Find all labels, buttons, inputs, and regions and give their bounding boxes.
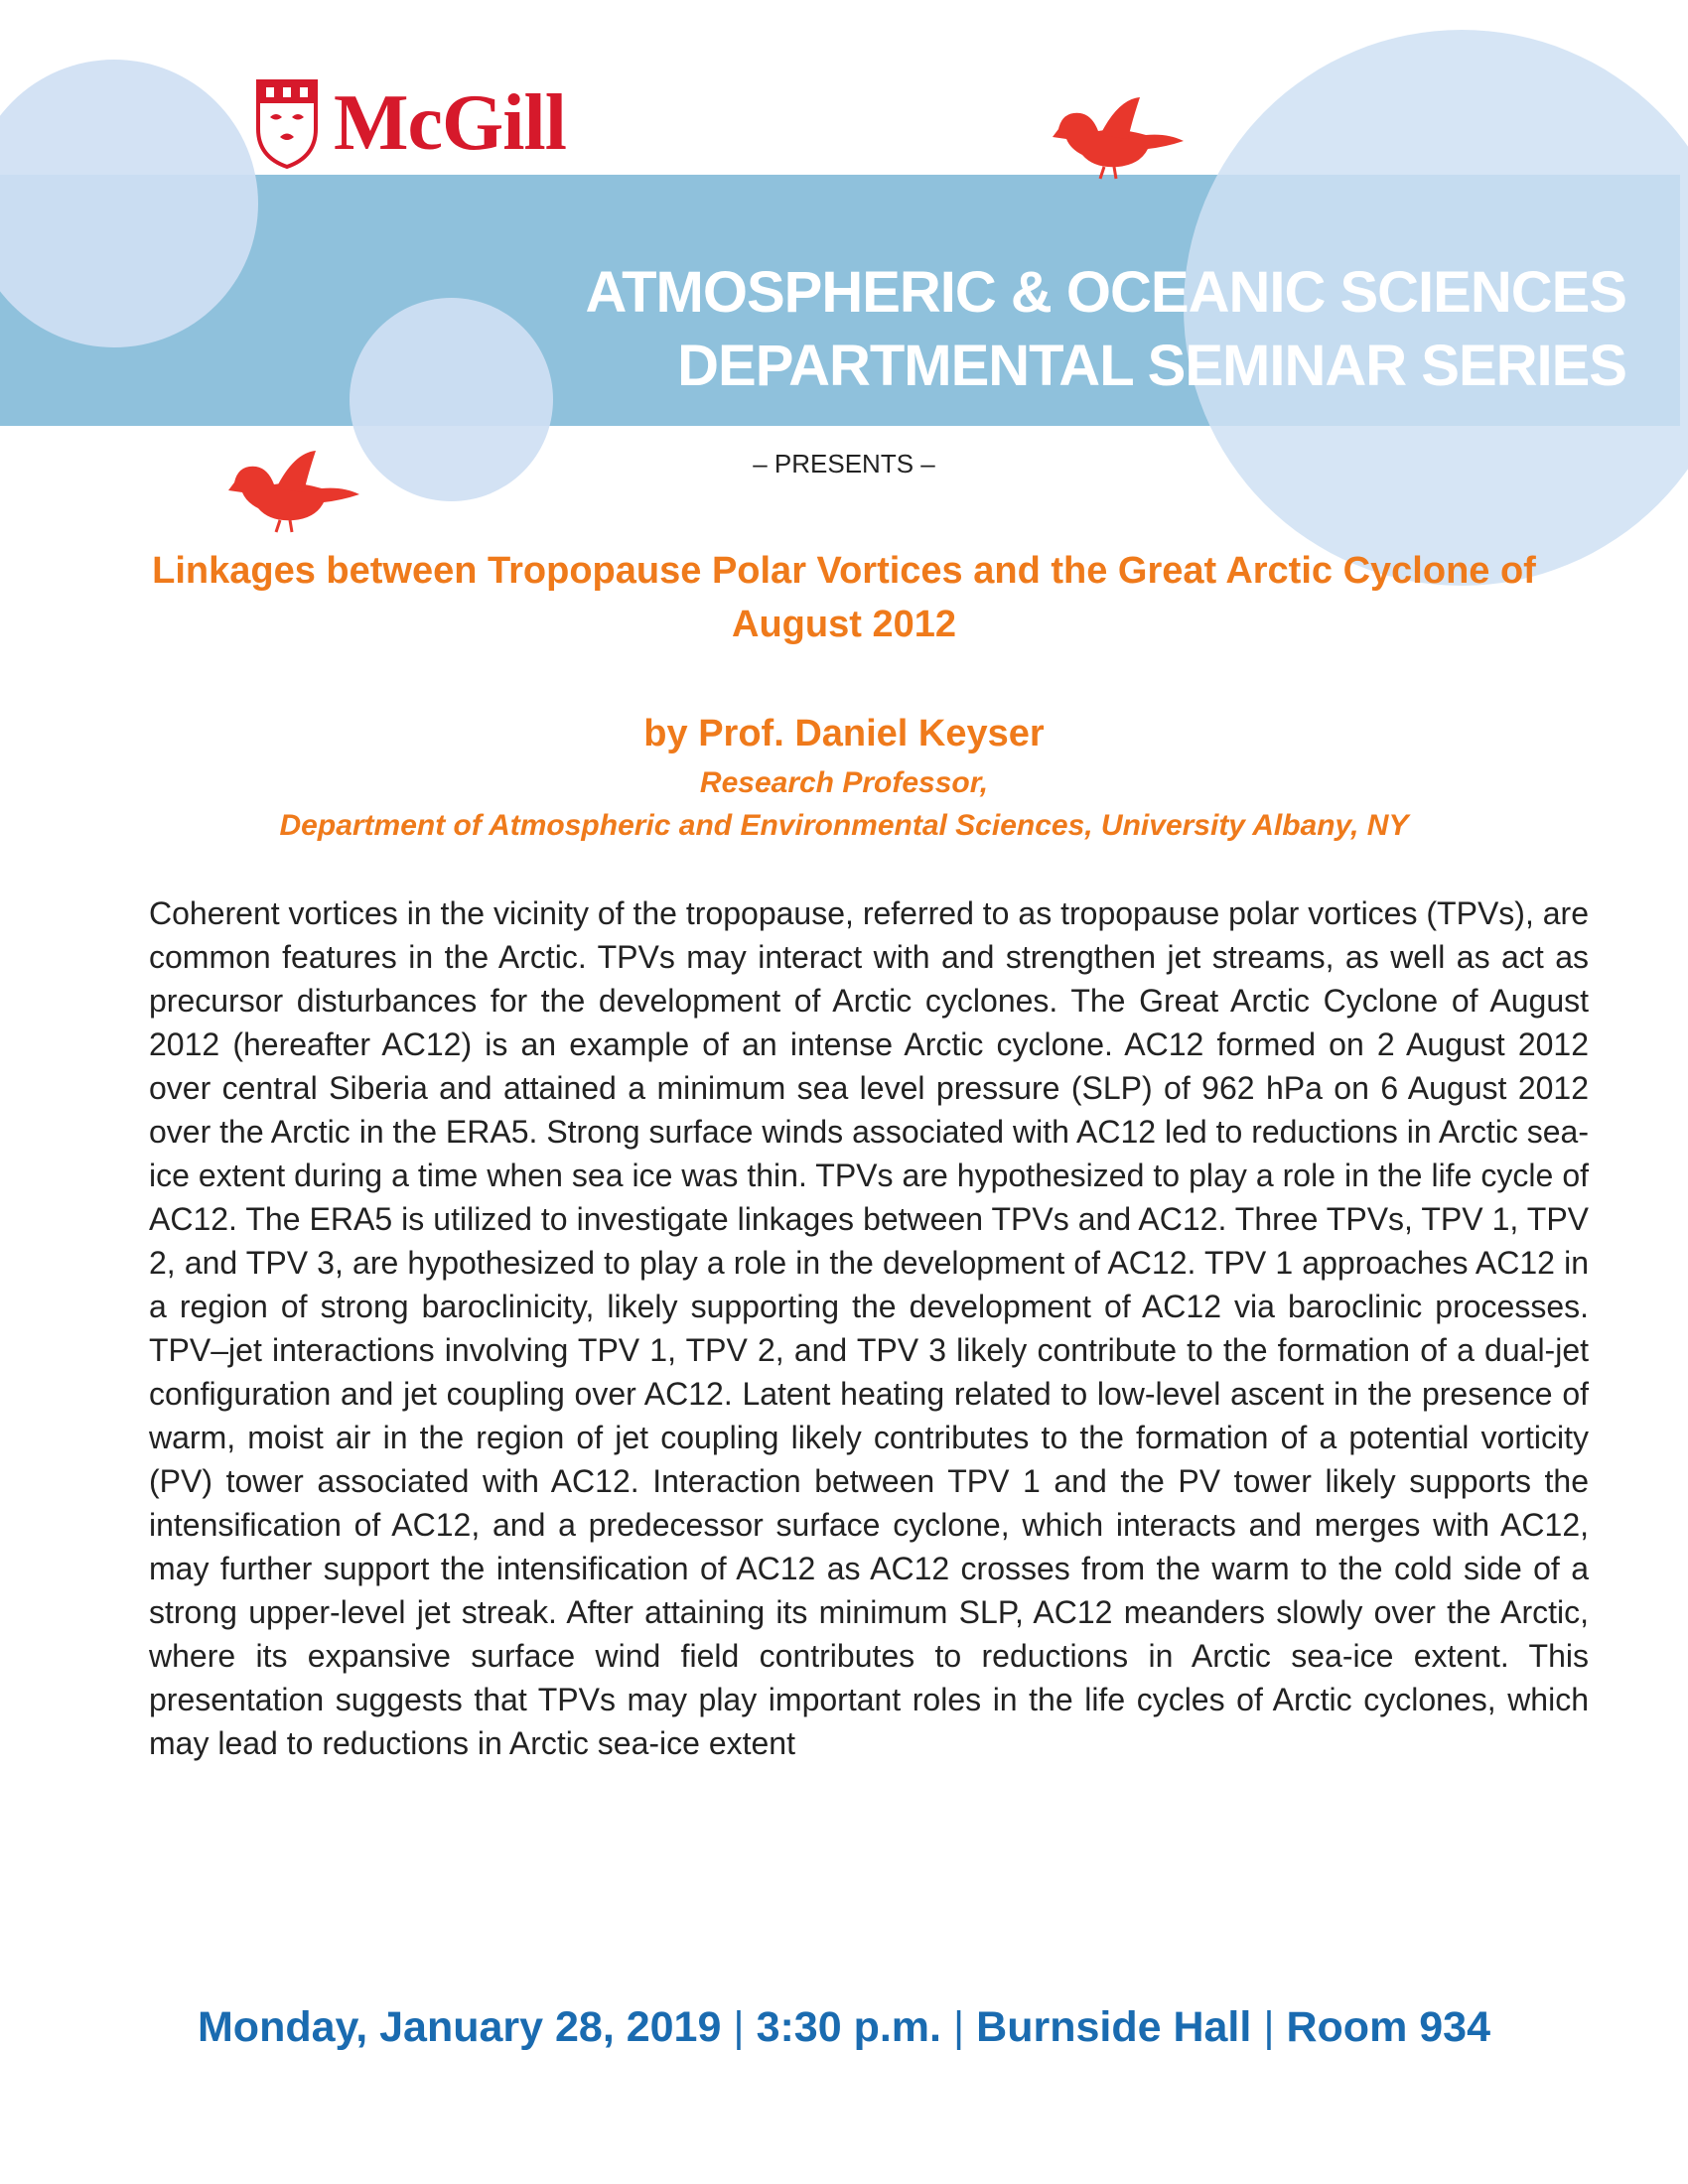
mcgill-logo (256, 77, 566, 169)
speaker-affiliation: Department of Atmospheric and Environmental Sciences, University Albany, NY (279, 809, 1409, 842)
series-title-line2: DEPARTMENTAL SEMINAR SERIES (677, 334, 1626, 398)
event-details (0, 2003, 1688, 2052)
speaker-name: by Prof. Daniel Keyser (643, 713, 1045, 754)
separator: | (952, 2003, 965, 2051)
speaker-role: Research Professor, (699, 766, 989, 799)
separator: | (733, 2003, 745, 2051)
event-room: Room 934 (1286, 2003, 1490, 2051)
mcgill-crest-icon (256, 77, 318, 169)
red-bird-icon (1049, 91, 1188, 181)
abstract-text: Coherent vortices in the vicinity of the tropopause, referred to as tropopause polar vortices (TPVs), are common features in the Arctic. TPVs may interact with and strengthen jet streams, as well as act as precursor disturbances for the development of Arctic cyclones. The Great Arctic Cyclone of August 2012 (hereafter AC12) is an example of an intense Arctic cyclone. AC12 formed on 2 August 2012 over central Siberia and attained a minimum sea level pressure (SLP) of 962 hPa on 6 August 2012 over the Arctic in the ERA5. Strong surface winds associated with AC12 led to reductions in Arctic sea-ice extent during a time when sea ice was thin. TPVs are hypothesized to play a role in the life cycle of AC12. The ERA5 is utilized to investigate linkages between TPVs and AC12. Three TPVs, TPV 1, TPV 2, and TPV 3, are hypothesized to play a role in the development of AC12. TPV 1 approaches AC12 in a region of strong baroclinicity, likely supporting the development of AC12 via baroclinic processes. TPV–jet interactions involving TPV 1, TPV 2, and TPV 3 likely contribute to the formation of a dual-jet configuration and jet coupling over AC12. Latent heating related to low-level ascent in the presence of warm, moist air in the region of jet coupling likely contributes to the formation of a potential vorticity (PV) tower associated with AC12. Interaction between TPV 1 and the PV tower likely supports the intensification of AC12, and a predecessor surface cyclone, which interacts and merges with AC12, may further support the intensification of AC12 as AC12 crosses from the warm to the cold side of a strong upper-level jet streak. After attaining its minimum SLP, AC12 meanders slowly over the Arctic, where its expansive surface wind field contributes to reductions in Arctic sea-ice extent. This presentation suggests that TPVs may play important roles in the life cycles of Arctic cyclones, which may lead to reductions in Arctic sea-ice extent (149, 895, 1589, 1761)
event-time: 3:30 p.m. (756, 2003, 941, 2051)
logo-wordmark: McGill (334, 79, 566, 167)
separator: | (1263, 2003, 1275, 2051)
talk-title: Linkages between Tropopause Polar Vortices and the Great Arctic Cyclone of August 2012 (152, 550, 1536, 645)
series-title-line1: ATMOSPHERIC & OCEANIC SCIENCES (585, 260, 1626, 325)
event-building: Burnside Hall (976, 2003, 1252, 2051)
series-title (336, 256, 1626, 403)
presents-label: – PRESENTS – (753, 449, 935, 478)
event-date: Monday, January 28, 2019 (197, 2003, 722, 2051)
